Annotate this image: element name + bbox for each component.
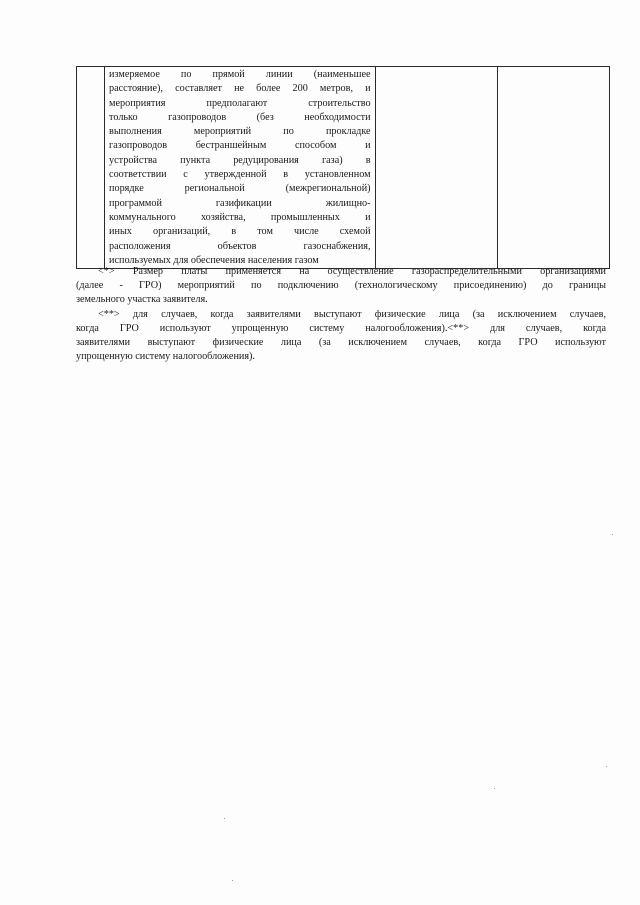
table-cell-description	[105, 67, 376, 269]
footnote-2	[76, 308, 606, 365]
footnote-line: <**> для случаев, когда заявителями выступают физические лица (за исключением случаев,	[98, 308, 606, 320]
cell-line: выполнения мероприятий по прокладке	[109, 126, 371, 138]
fee-table	[76, 66, 610, 269]
footnote-line: когда ГРО используют упрощенную систему налогообложения).<**> для случаев, когда	[76, 322, 606, 334]
table-row	[77, 67, 610, 269]
cell-line: порядке региональной (межрегиональной)	[109, 183, 371, 195]
cell-line: расстояние), составляет не более 200 метров, и	[109, 83, 371, 95]
footnote-line: (далее - ГРО) мероприятий по подключению (технологическому присоединению) до границы	[76, 280, 606, 292]
cell-line: мероприятия предполагают строительство	[109, 97, 371, 109]
cell-line: газопроводов бестраншейным способом и	[109, 140, 371, 152]
footnote-line: <*> Размер платы применяется на осуществление газораспределительными организациями	[98, 266, 606, 277]
cell-line: расположения объектов газоснабжения,	[109, 240, 371, 252]
table-cell-fee-2	[497, 67, 609, 269]
footnote-line: заявителями выступают физические лица (за исключением случаев, когда ГРО используют	[76, 337, 606, 349]
cell-line: иных организаций, в том числе схемой	[109, 226, 371, 238]
cell-line: используемых для обеспечения населения газом	[109, 254, 319, 266]
cell-line: соответствии с утвержденной в установленном	[109, 169, 371, 181]
cell-line: устройства пункта редуцирования газа) в	[109, 154, 371, 166]
footnote-line: земельного участка заявителя.	[76, 294, 208, 306]
cell-line: только газопроводов (без необходимости	[109, 111, 371, 123]
table-cell-fee-1	[375, 67, 497, 269]
cell-description-text	[105, 67, 375, 268]
cell-line: измеряемое по прямой линии (наименьшее	[109, 69, 371, 80]
table-cell-number	[77, 67, 105, 269]
cell-line: программой газификации жилищно-	[109, 197, 371, 209]
footnotes	[76, 265, 606, 364]
footnote-line: упрощенную систему налогообложения).	[76, 351, 255, 363]
cell-line: коммунального хозяйства, промышленных и	[109, 211, 371, 223]
footnote-1	[76, 265, 606, 308]
